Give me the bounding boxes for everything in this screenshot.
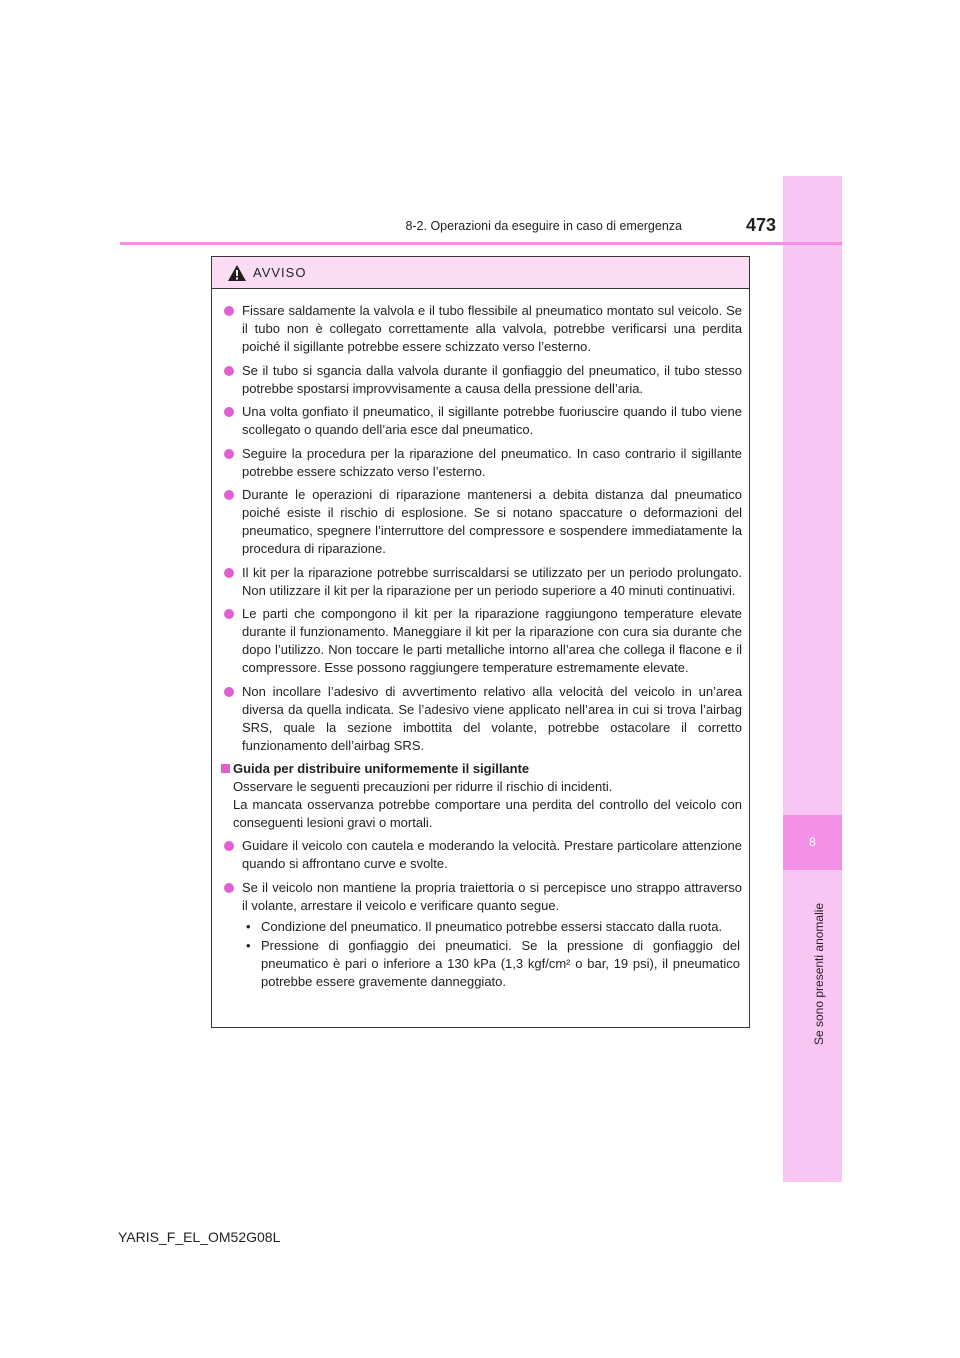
- square-bullet-icon: [221, 764, 230, 773]
- chapter-label: Se sono presenti anomalie: [812, 902, 826, 1045]
- bullet-dot-icon: [224, 366, 234, 376]
- bullet-dot-icon: [224, 883, 234, 893]
- warning-bullet: Guidare il veicolo con cautela e moderando la velocità. Prestare particolare attenzione quando si affrontano curve e svolte.: [221, 837, 742, 873]
- section-heading: Guida per distribuire uniformemente il sigillante: [221, 760, 742, 778]
- bullet-dot-icon: [224, 407, 234, 417]
- warning-bullet: Se il veicolo non mantiene la propria traiettoria o si percepisce uno strappo attraverso il volante, arrestare il veicolo e verificare quanto segue.: [221, 879, 742, 915]
- warning-bullet: Le parti che compongono il kit per la riparazione raggiungono temperature elevate durante il funzionamento. Maneggiare il kit per la riparazione con cura sia durante che dopo l’utilizzo. Non toccare le parti metalliche intorno all’area che collega il flacone e il compressore. Esse possono raggiungere temperature estremamente elevate.: [221, 605, 742, 677]
- bullet-dot-icon: [224, 306, 234, 316]
- warning-bullet: Fissare saldamente la valvola e il tubo flessibile al pneumatico montato sul veicolo. Se il tubo non è collegato correttamente alla valvola, potrebbe verificarsi una perdita poiché il sigillante potrebbe essere schizzato verso l’esterno.: [221, 302, 742, 356]
- warning-bullet: Una volta gonfiato il pneumatico, il sigillante potrebbe fuoriuscire quando il tubo viene scollegato o quando dell’aria esce dal pneumatico.: [221, 403, 742, 439]
- section-paragraph: Osservare le seguenti precauzioni per ridurre il rischio di incidenti.: [233, 779, 613, 794]
- warning-title: AVVISO: [253, 265, 307, 280]
- warning-bullet: Non incollare l’adesivo di avvertimento relativo alla velocità del veicolo in un’area diversa da quella indicata. Se l’adesivo viene applicato nell’area in cui si trova l’airbag SRS, quale la sezione imbottita del volante, potrebbe ostacolare il corretto funzionamento dell’airbag SRS.: [221, 683, 742, 755]
- warning-bullet: Se il tubo si sgancia dalla valvola durante il gonfiaggio del pneumatico, il tubo stesso potrebbe spostarsi improvvisamente a causa della pressione dell’aria.: [221, 362, 742, 398]
- section-title: 8-2. Operazioni da eseguire in caso di emergenza: [405, 219, 682, 233]
- chapter-number: 8: [783, 815, 842, 870]
- bullet-dot-icon: [224, 609, 234, 619]
- bullet-dot-icon: [224, 490, 234, 500]
- page-number: 473: [745, 215, 776, 235]
- warning-header: [212, 257, 749, 289]
- bullet-dot-icon: [224, 568, 234, 578]
- document-code: YARIS_F_EL_OM52G08L: [118, 1229, 281, 1245]
- warning-bullet: Il kit per la riparazione potrebbe surriscaldarsi se utilizzato per un periodo prolungato. Non utilizzare il kit per la riparazione per un periodo superiore a 40 minuti continuativi.: [221, 564, 742, 600]
- warning-content: [212, 289, 749, 991]
- sub-item: • Pressione di gonfiaggio dei pneumatici. Se la pressione di gonfiaggio del pneumatico è pari o inferiore a 130 kPa (1,3 kgf/cm² o bar, 19 psi), il pneumatico potrebbe essere gravemente danneggiato.: [246, 937, 740, 989]
- warning-box: [211, 256, 750, 1028]
- header-divider: [120, 242, 842, 245]
- bullet-dot-icon: [224, 687, 234, 697]
- bullet-dot-icon: [224, 841, 234, 851]
- warning-triangle-icon: [227, 264, 247, 282]
- bullet-dot-icon: [224, 449, 234, 459]
- sub-item: • Condizione del pneumatico. Il pneumatico potrebbe essersi staccato dalla ruota.: [246, 918, 723, 934]
- warning-bullet: Seguire la procedura per la riparazione del pneumatico. In caso contrario il sigillante potrebbe essere schizzato verso l’esterno.: [221, 445, 742, 481]
- warning-bullet: Durante le operazioni di riparazione mantenersi a debita distanza dal pneumatico poiché esiste il rischio di esplosione. Se si notano spaccature o deformazioni del pneumatico, spegnere l’interruttore del compressore e sospendere immediatamente la procedura di riparazione.: [221, 486, 742, 558]
- section-paragraph: La mancata osservanza potrebbe comportare una perdita del controllo del veicolo con conseguenti lesioni gravi o mortali.: [233, 797, 742, 830]
